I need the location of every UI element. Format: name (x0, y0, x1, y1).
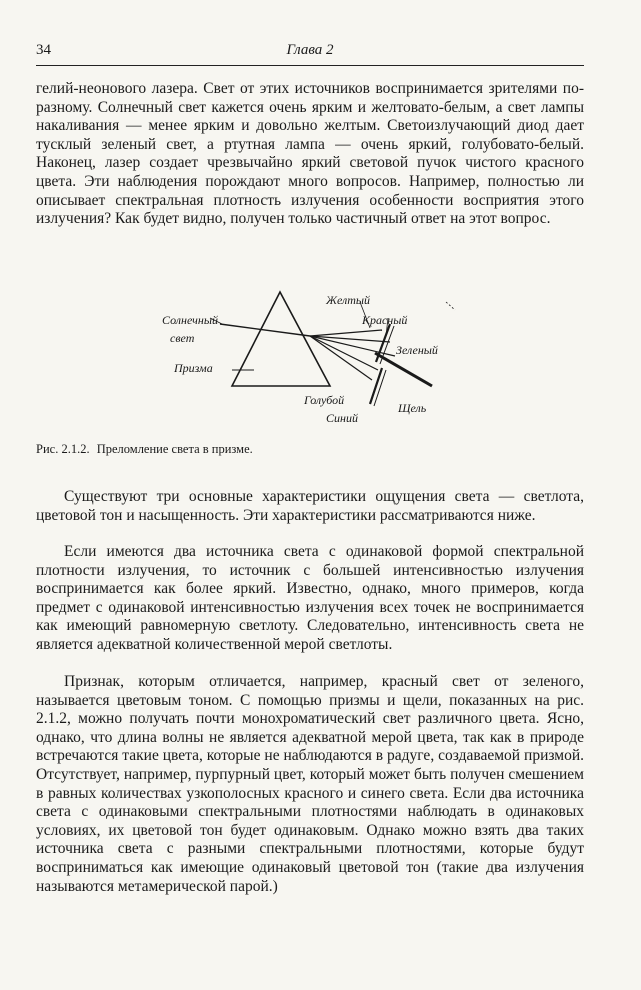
label-red: Красный (362, 313, 408, 327)
caption-number: Рис. 2.1.2. (36, 442, 90, 456)
page-number: 34 (36, 42, 51, 58)
header-rule (36, 65, 584, 66)
ray-yellow (310, 330, 382, 336)
label-sunlight-2: свет (170, 331, 195, 345)
figure-caption (36, 442, 253, 457)
label-sunlight-1: Солнечный (162, 313, 218, 327)
ray-blue (310, 336, 372, 380)
ray-through-slit (375, 353, 432, 386)
chapter-title: Глава 2 (286, 42, 334, 58)
label-prism: Призма (174, 361, 213, 375)
label-blue: Синий (326, 411, 358, 425)
paragraph-3: Если имеются два источника света с одинаковой формой спектральной плотности излучения, то источник с большей интенсивностью излучения воспринимается как более яркий. Известно, однако, много примеров, когда предмет с одинаковой интенсивностью излучения всех точек не воспринимается как имеющий равномерную светлоту. Следовательно, интенсивность света не является адекватной количественной мерой светлоты. (36, 543, 584, 653)
label-slit: Щель (398, 401, 427, 415)
sunlight-ray (220, 324, 310, 336)
prism-diagram (150, 280, 480, 430)
page-header (36, 42, 584, 64)
paragraph-2: Существуют три основные характеристики ощущения света — светлота, цветовой тон и насыщенность. Эти характеристики рассматриваются ниже. (36, 488, 584, 524)
label-cyan: Голубой (304, 393, 345, 407)
caption-text: Преломление света в призме. (96, 442, 253, 456)
ray-cyan (310, 336, 378, 370)
label-green: Зеленый (396, 343, 438, 357)
paragraph-1: гелий-неонового лазера. Свет от этих источников воспринимается зрителями по-разному. Солнечный свет кажется очень ярким и желтовато-белым, а свет лампы накаливания — менее ярким и довольно желтым. Светоизлучающий диод дает тусклый зеленый свет, а ртутная лампа — очень яркий, голубовато-белый. Наконец, лазер создает чрезвычайно яркий световой пучок чистого красного цвета. Эти наблюдения порождают много вопросов. Например, полностью ли описывает спектральная плотность излучения особенности восприятия этого излучения? Как будет видно, получен только частичный ответ на этот вопрос. (36, 80, 584, 228)
paragraph-4: Признак, которым отличается, например, красный свет от зеленого, называется цветовым тоном. С помощью призмы и щели, показанных на рис. 2.1.2, можно получать почти монохроматический свет различного цвета. Ясно, однако, что длина волны не является адекватной мерой цвета, так как в природе встречаются такие цвета, которые не наблюдаются в радуге, создаваемой призмой. Отсутствует, например, пурпурный цвет, который может быть получен смешением в равных количествах узкополосных красного и синего света. Если два источника света с одинаковыми спектральными плотностями наблюдать в одинаковых условиях, их цветовой тон будет одинаковым. Однако можно взять два таких источника света с разными спектральными плотностями, которые будут восприниматься как имеющие одинаковый цветовой тон (такие два излучения называются метамерической парой.) (36, 673, 584, 895)
label-yellow: Желтый (326, 293, 371, 307)
